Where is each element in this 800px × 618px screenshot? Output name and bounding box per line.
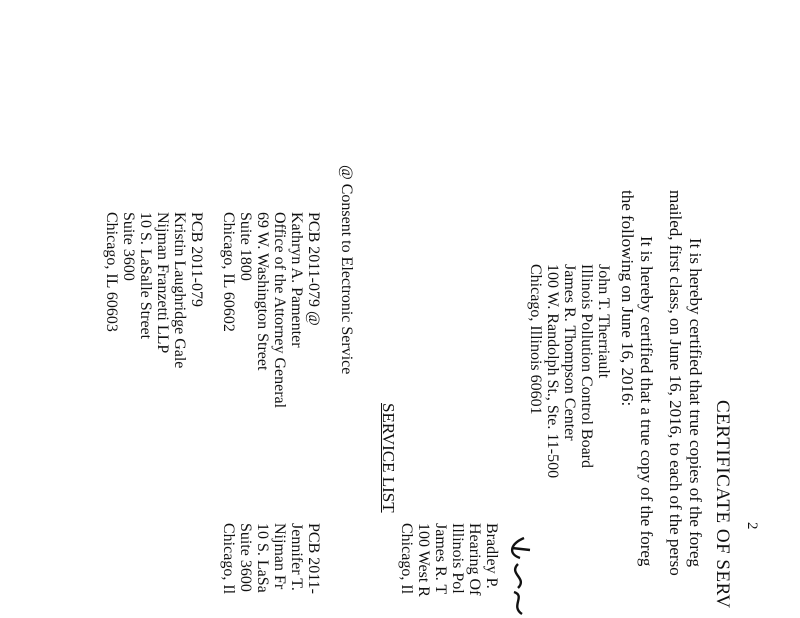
signature-mark: [504, 534, 534, 618]
address-line: Illinois Pollution Control Board: [578, 264, 595, 469]
service-list-entry: [220, 523, 322, 594]
paragraph-1-line-1: It is hereby certified that true copies of the foreg: [686, 238, 705, 568]
entry-line: 69 W. Washington Street: [254, 212, 271, 371]
paragraph-2-line-2: the following on June 16, 2016:: [618, 190, 637, 407]
service-list-entry: [103, 212, 205, 368]
page-number: 2: [744, 522, 760, 530]
address-line: 100 W. Randolph St., Ste. 11-500: [544, 264, 561, 479]
paragraph-1-line-2: mailed, first class, on June 16, 2016, to each of the perso: [666, 190, 685, 576]
entry-line: Kathryn A. Pamenter: [288, 212, 305, 348]
entry-line: PCB 2011-: [305, 523, 322, 594]
service-list-heading: SERVICE LIST: [379, 403, 398, 513]
service-list-entry: [220, 212, 322, 408]
certificate-title: CERTIFICATE OF SERV: [712, 400, 733, 609]
entry-line: Jennifer T.: [288, 523, 305, 591]
address-line: John T. Therriault: [595, 264, 612, 379]
entry-line: PCB 2011-079 @: [305, 212, 322, 326]
entry-line: Chicago, IL 60603: [103, 212, 120, 332]
entry-line: Suite 3600: [237, 523, 254, 592]
entry-line: Nijman Fr: [271, 523, 288, 590]
address-line: Bradley P.: [483, 523, 500, 589]
entry-line: 10 S. LaSa: [254, 523, 271, 593]
address-line: Chicago, Il: [398, 523, 415, 595]
entry-line: Chicago, IL 60602: [220, 212, 237, 332]
entry-line: Office of the Attorney General: [271, 212, 288, 409]
address-line: Chicago, Illinois 60601: [527, 264, 544, 415]
entry-line: 10 S. LaSalle Street: [137, 212, 154, 340]
address-line: James R. Thompson Center: [561, 264, 578, 441]
address-line: James R. T: [432, 523, 449, 595]
entry-line: Suite 3600: [120, 212, 137, 281]
address-line: Hearing Of: [466, 523, 483, 596]
entry-line: PCB 2011-079: [188, 212, 205, 307]
entry-line: Chicago, Il: [220, 523, 237, 595]
consent-note: @ Consent to Electronic Service: [338, 165, 355, 375]
address-line: 100 West R: [415, 523, 432, 597]
paragraph-2-line-1: It is hereby certified that a true copy of the foreg: [637, 236, 656, 567]
entry-line: Suite 1800: [237, 212, 254, 281]
address-line: Illinois Pol: [449, 523, 466, 594]
entry-line: Nijman Franzetti LLP: [154, 212, 171, 354]
clerk-address-block: [527, 264, 612, 478]
entry-line: Kristin Laughridge Gale: [171, 212, 188, 369]
hearing-officer-address-block: [398, 523, 500, 597]
